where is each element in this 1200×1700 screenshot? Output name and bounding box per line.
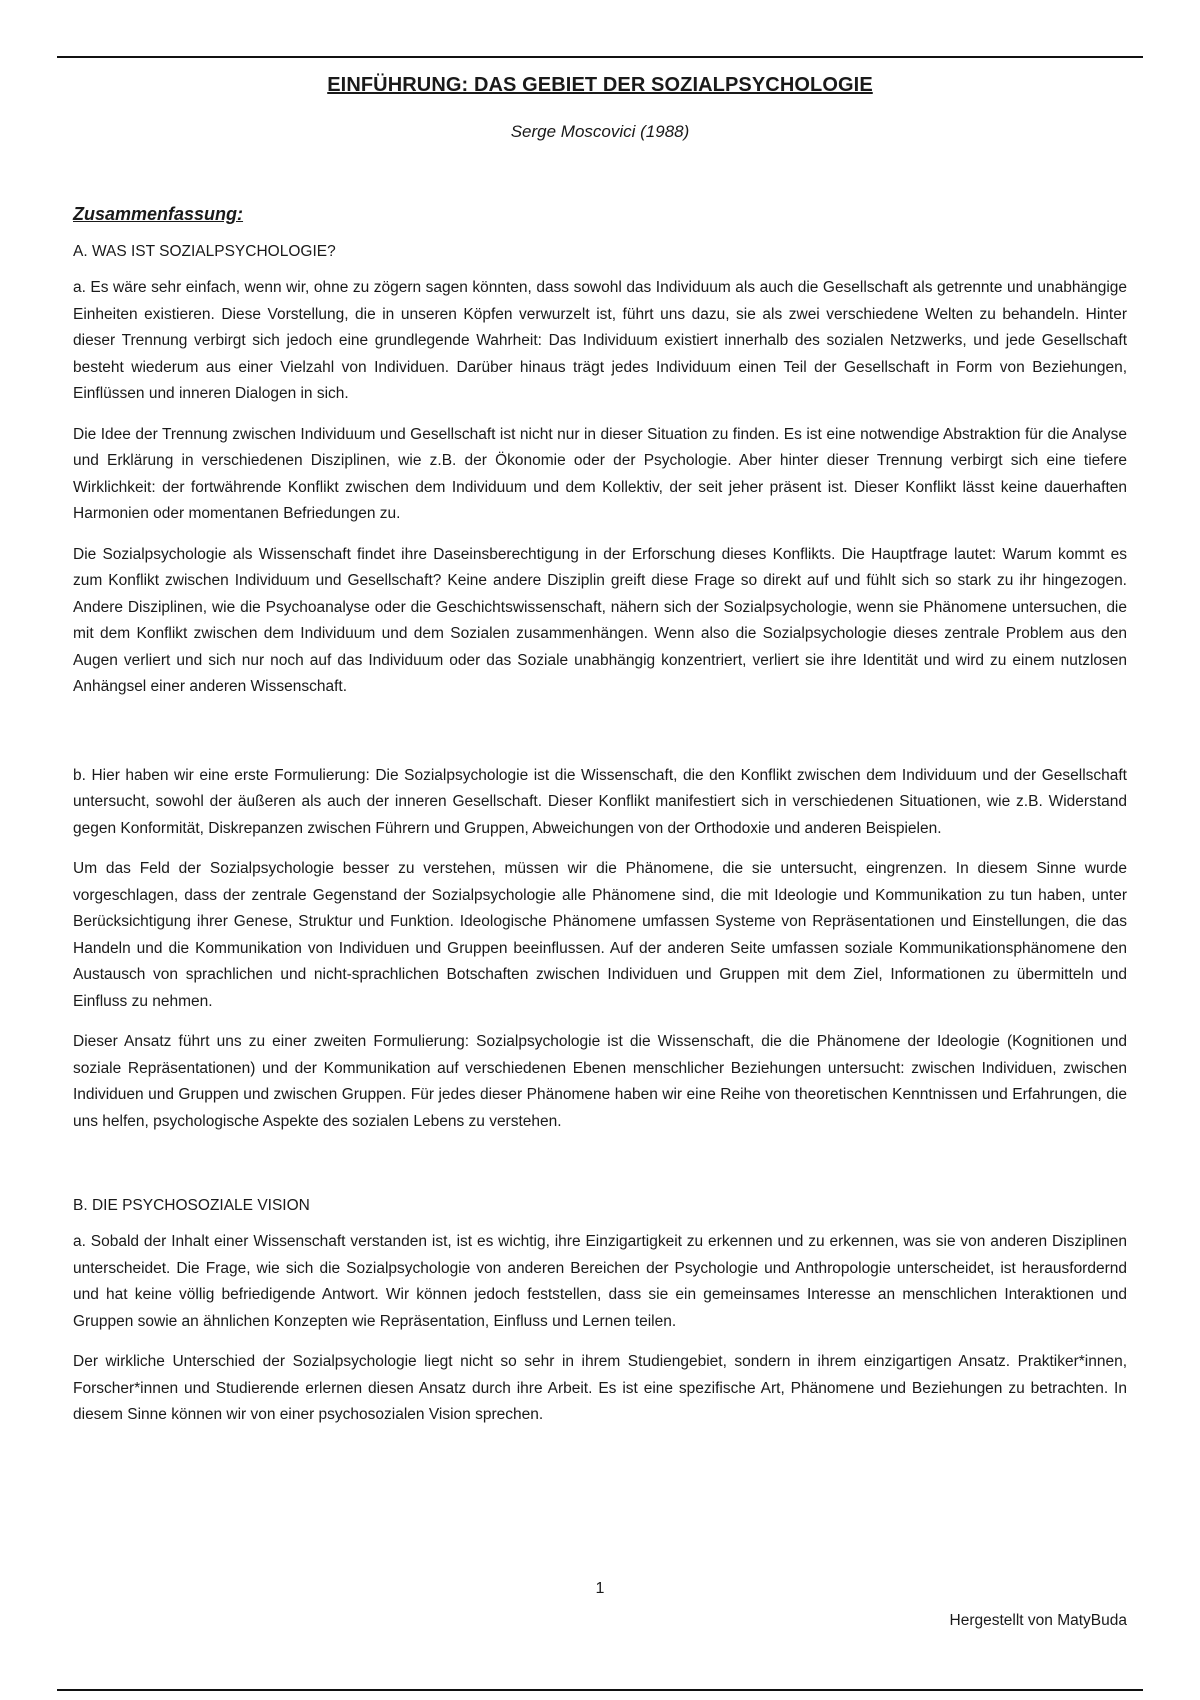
page-number: 1 bbox=[595, 1580, 605, 1597]
bottom-rule bbox=[57, 1689, 1143, 1691]
summary-heading: Zusammenfassung: bbox=[73, 204, 244, 224]
top-rule bbox=[57, 56, 1143, 58]
document-author: Serge Moscovici (1988) bbox=[510, 122, 690, 141]
paragraph: Dieser Ansatz führt uns zu einer zweiten Formulierung: Sozialpsychologie ist die Wissenschaft, die die Phänomene der Ideologie (Kognitionen und soziale Repräsentationen) und der Kommunikation auf verschiedenen Ebenen menschlicher Beziehungen untersucht: zwischen Individuen, zwischen Individuen und Gruppen und zwischen Gruppen. Für jedes dieser Phänomene haben wir eine Reihe von theoretischen Kenntnissen und Erfahrungen, die uns helfen, psychologische Aspekte des sozialen Lebens zu verstehen. bbox=[73, 1033, 1127, 1130]
paragraph: Der wirkliche Unterschied der Sozialpsychologie liegt nicht so sehr in ihrem Studiengebiet, sondern in ihrem einzigartigen Ansatz. Praktiker*innen, Forscher*innen und Studierende erlernen diesen Ansatz durch ihre Arbeit. Es ist eine spezifische Art, Phänomene und Beziehungen zu betrachten. In diesem Sinne können wir von einer psychosozialen Vision sprechen. bbox=[73, 1353, 1127, 1423]
paragraph: Die Sozialpsychologie als Wissenschaft findet ihre Daseinsberechtigung in der Erforschung dieses Konflikts. Die Hauptfrage lautet: Warum kommt es zum Konflikt zwischen Individuum und Gesellschaft? Keine andere Disziplin greift diese Frage so direkt auf und fühlt sich so stark zu ihr hingezogen. Andere Disziplinen, wie die Psychoanalyse oder die Geschichtswissenschaft, nähern sich der Sozialpsychologie, wenn sie Phänomene untersuchen, die mit dem Konflikt zwischen dem Individuum und dem Sozialen zusammenhängen. Wenn also die Sozialpsychologie dieses zentrale Problem aus den Augen verliert und sich nur noch auf das Individuum oder das Soziale unabhängig konzentriert, verliert sie ihre Identität und wird zu einem nutzlosen Anhängsel einer anderen Wissenschaft. bbox=[73, 545, 1127, 695]
document-title: EINFÜHRUNG: DAS GEBIET DER SOZIALPSYCHOLOGIE bbox=[327, 74, 873, 96]
paragraph: a. Sobald der Inhalt einer Wissenschaft verstanden ist, ist es wichtig, ihre Einzigartigkeit zu erkennen und zu erkennen, was sie von anderen Disziplinen unterscheidet. Die Frage, wie sich die Sozialpsychologie von anderen Bereichen der Psychologie und Anthropologie unterscheidet, ist herausfordernd und hat keine völlig befriedigende Antwort. Wir können jedoch feststellen, dass sie ein gemeinsames Interesse an menschlichen Interaktionen und Gruppen sowie an ähnlichen Konzepten wie Repräsentation, Einfluss und Lernen teilen. bbox=[73, 1233, 1127, 1330]
spacer bbox=[73, 1149, 1127, 1197]
spacer bbox=[73, 715, 1127, 763]
section-b-heading: B. DIE PSYCHOSOZIALE VISION bbox=[73, 1197, 310, 1214]
paragraph: Die Idee der Trennung zwischen Individuum und Gesellschaft ist nicht nur in dieser Situation zu finden. Es ist eine notwendige Abstraktion für die Analyse und Erklärung in verschiedenen Disziplinen, wie z.B. der Ökonomie oder der Psychologie. Aber hinter dieser Trennung verbirgt sich eine tiefere Wirklichkeit: der fortwährende Konflikt zwischen dem Individuum und dem Kollektiv, der seit jeher präsent ist. Dieser Konflikt lässt keine dauerhaften Harmonien oder momentanen Befriedungen zu. bbox=[73, 425, 1127, 522]
credit-line: Hergestellt von MatyBuda bbox=[949, 1612, 1127, 1629]
document-body bbox=[73, 204, 1127, 1443]
paragraph: b. Hier haben wir eine erste Formulierung: Die Sozialpsychologie ist die Wissenschaft, die den Konflikt zwischen dem Individuum und der Gesellschaft untersucht, sowohl der äußeren als auch der inneren Gesellschaft. Dieser Konflikt manifestiert sich in verschiedenen Situationen, wie z.B. Widerstand gegen Konformität, Diskrepanzen zwischen Führern und Gruppen, Abweichungen von der Orthodoxie und anderen Beispielen. bbox=[73, 766, 1127, 837]
paragraph: a. Es wäre sehr einfach, wenn wir, ohne zu zögern sagen könnten, dass sowohl das Individuum als auch die Gesellschaft als getrennte und unabhängige Einheiten existieren. Diese Vorstellung, die in unseren Köpfen verwurzelt ist, führt uns dazu, sie als zwei verschiedene Welten zu behandeln. Hinter dieser Trennung verbirgt sich jedoch eine grundlegende Wahrheit: Das Individuum existiert innerhalb des sozialen Netzwerks, und jede Gesellschaft besteht wiederum aus einer Vielzahl von Individuen. Darüber hinaus trägt jedes Individuum einen Teil der Gesellschaft in Form von Beziehungen, Einflüssen und inneren Dialogen in sich. bbox=[73, 279, 1127, 402]
paragraph: Um das Feld der Sozialpsychologie besser zu verstehen, müssen wir die Phänomene, die sie untersucht, eingrenzen. In diesem Sinne wurde vorgeschlagen, dass der zentrale Gegenstand der Sozialpsychologie alle Phänomene sind, die mit Ideologie und Kommunikation zu tun haben, unter Berücksichtigung ihrer Genese, Struktur und Funktion. Ideologische Phänomene umfassen Systeme von Repräsentationen und Einstellungen, die das Handeln und die Kommunikation von Individuen und Gruppen beeinflussen. Auf der anderen Seite umfassen soziale Kommunikationsphänomene den Austausch von sprachlichen und nicht-sprachlichen Botschaften zwischen Individuen und Gruppen mit dem Ziel, Informationen zu übermitteln und Einfluss zu nehmen. bbox=[73, 860, 1127, 1010]
section-a-heading: A. WAS IST SOZIALPSYCHOLOGIE? bbox=[73, 243, 336, 260]
